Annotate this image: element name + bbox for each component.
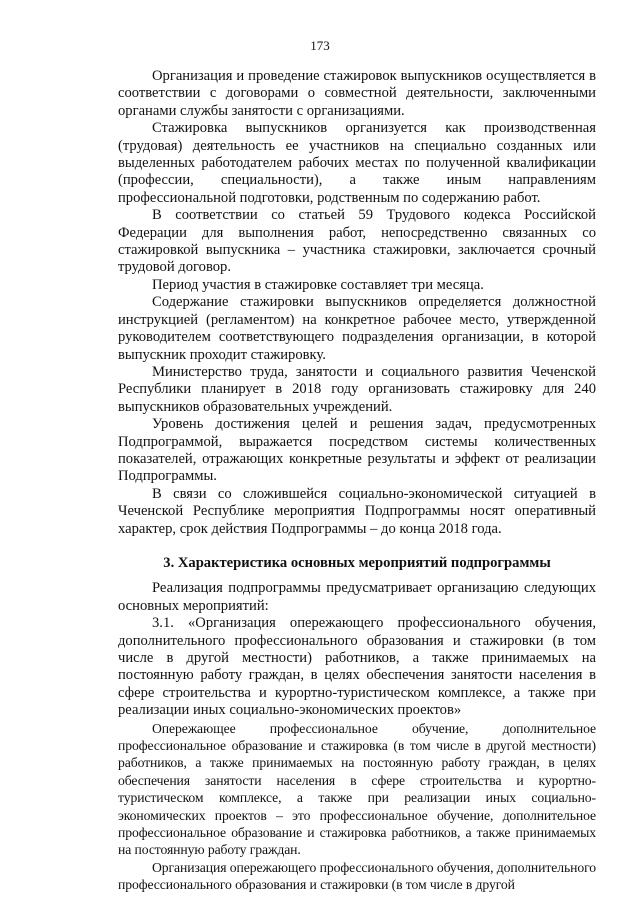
- paragraph: Стажировка выпускников организуется как производственная (трудовая) деятельность ее участников на специально созданных или выделенных работодателем рабочих местах по полученной квалификации (профессии, специальности), а также иным направлениям профессиональной подготовки, родственным по содержанию работ.: [118, 120, 596, 206]
- page-number: 173: [310, 38, 330, 53]
- paragraph: Период участия в стажировке составляет три месяца.: [152, 276, 484, 293]
- paragraph: В связи со сложившейся социально-экономической ситуацией в Чеченской Республике мероприятия Подпрограммы носят оперативный характер, срок действия Подпрограммы – до конца 2018 года.: [118, 485, 596, 537]
- paragraph: Опережающее профессиональное обучение, дополнительное профессиональное образование и стажировка (в том числе в другой местности) работников, а также принимаемых на постоянную работу граждан, в целях обеспечения занятости населения в сфере строительства и курортно-туристическом комплексе, а также при реализации иных социально-экономических проектов – это профессиональное обучение, дополнительное профессиональное образование и стажировка работников, а также принимаемых на постоянную работу граждан.: [118, 720, 596, 858]
- paragraph: 3.1. «Организация опережающего профессионального обучения, дополнительного профессионального образования и стажировки (в том числе в другой местности) работников, а также принимаемых на постоянную работу граждан, в целях обеспечения занятости населения в сфере строительства и курортно-туристическом комплексе, а также при реализации иных социально-экономических проектов»: [118, 615, 596, 719]
- paragraph: Реализация подпрограммы предусматривает организацию следующих основных мероприятий:: [118, 580, 596, 614]
- paragraph: Министерство труда, занятости и социального развития Чеченской Республики планирует в 2018 году организовать стажировку для 240 выпускников образовательных учреждений.: [118, 363, 596, 415]
- section-heading: 3. Характеристика основных мероприятий подпрограммы: [163, 554, 551, 571]
- paragraph: Содержание стажировки выпускников определяется должностной инструкцией (регламентом) на конкретное рабочее место, утвержденной руководителем соответствующего подразделения организации, в которой выпускник проходит стажировку.: [118, 294, 596, 363]
- paragraph: Уровень достижения целей и решения задач, предусмотренных Подпрограммой, выражается посредством системы количественных показателей, отражающих конкретные результаты и эффект от реализации Подпрограммы.: [118, 416, 596, 485]
- paragraph: Организация опережающего профессионального обучения, дополнительного профессионального образования и стажировки (в том числе в другой: [118, 859, 596, 893]
- document-body: [118, 68, 596, 894]
- paragraph: Организация и проведение стажировок выпускников осуществляется в соответствии с договорами о совместной деятельности, заключенными органами службы занятости с организациями.: [118, 68, 596, 119]
- paragraph: В соответствии со статьей 59 Трудового кодекса Российской Федерации для выполнения работ, непосредственно связанных со стажировкой выпускника – участника стажировки, заключается срочный трудовой договор.: [118, 207, 596, 276]
